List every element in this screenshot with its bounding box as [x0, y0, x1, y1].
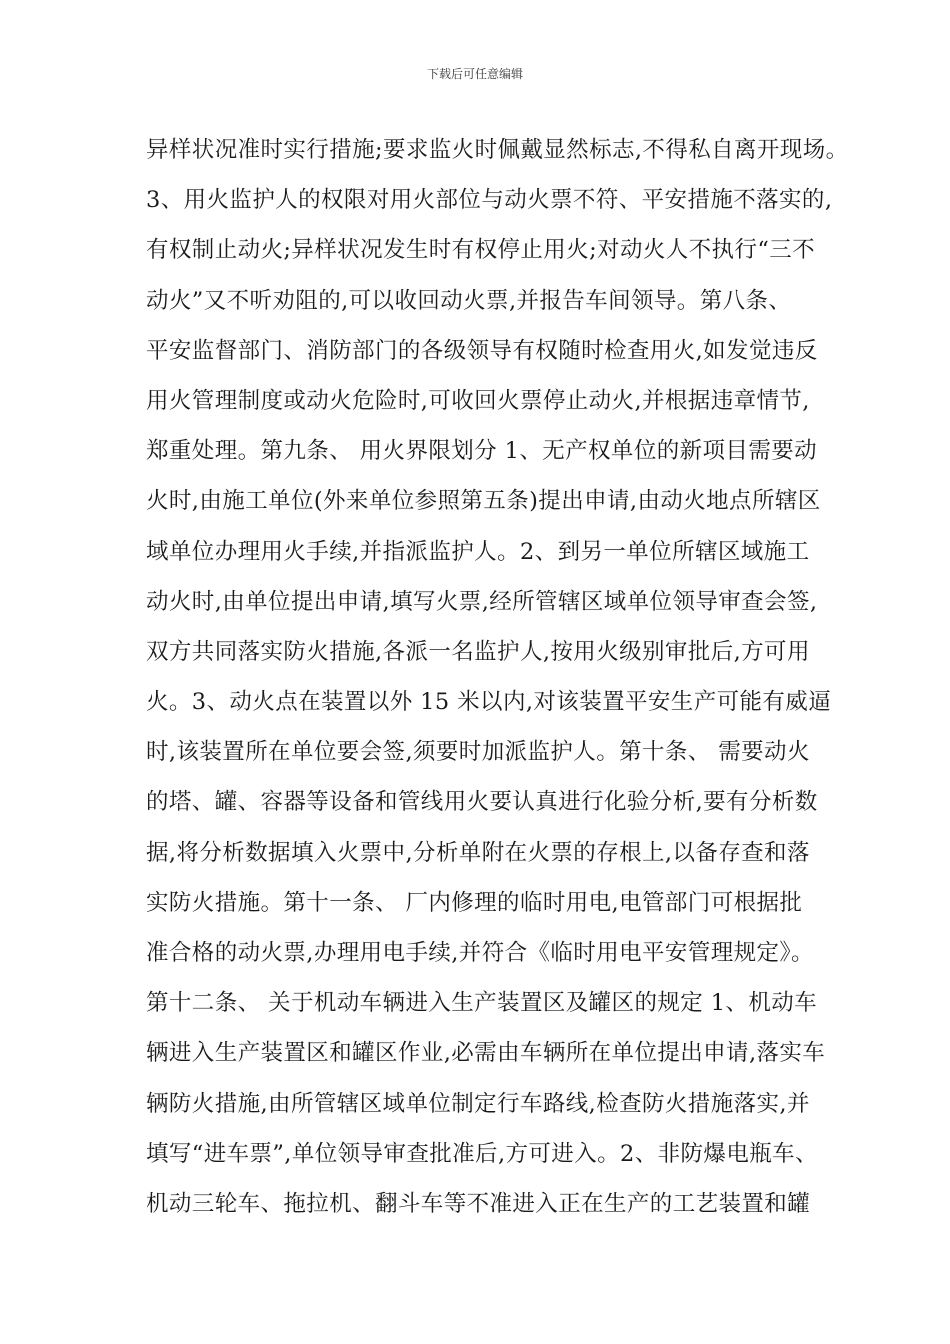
text-line: 平安监督部门、消防部门的各级领导有权随时检查用火,如发觉违反 — [146, 337, 818, 364]
text-line: 郑重处理。第九条、 用火界限划分 1、无产权单位的新项目需要动 — [146, 438, 818, 465]
text-line: 火。3、动火点在装置以外 15 米以内,对该装置平安生产可能有威逼 — [146, 689, 832, 716]
text-line: 第十二条、 关于机动车辆进入生产装置区及罐区的规定 1、机动车 — [146, 990, 818, 1017]
text-line: 用火管理制度或动火危险时,可收回火票停止动火,并根据违章情节, — [146, 387, 810, 414]
text-line: 辆防火措施,由所管辖区域单位制定行车路线,检查防火措施落实,并 — [146, 1090, 810, 1117]
text-line: 有权制止动火;异样状况发生时有权停止用火;对动火人不执行“三不 — [146, 237, 816, 264]
text-line: 异样状况准时实行措施;要求监火时佩戴显然标志,不得私自离开现场。 — [146, 137, 849, 163]
text-line: 的塔、罐、容器等设备和管线用火要认真进行化验分析,要有分析数 — [146, 789, 818, 816]
text-line: 时,该装置所在单位要会签,须要时加派监护人。第十条、 需要动火 — [146, 739, 810, 766]
text-line: 实防火措施。第十一条、 厂内修理的临时用电,电管部门可根据批 — [146, 889, 803, 916]
page-header: 下载后可任意编辑 — [426, 67, 523, 81]
text-line: 动火”又不听劝阻的,可以收回动火票,并报告车间领导。第八条、 — [146, 287, 792, 314]
text-line: 动火时,由单位提出申请,填写火票,经所管辖区域单位领导审查会签, — [146, 588, 818, 615]
text-line: 填写“进车票”,单位领导审查批准后,方可进入。2、非防爆电瓶车、 — [146, 1140, 818, 1167]
text-line: 机动三轮车、拖拉机、翻斗车等不准进入正在生产的工艺装置和罐 — [146, 1190, 811, 1217]
text-line: 据,将分析数据填入火票中,分析单附在火票的存根上,以备存查和落 — [146, 839, 810, 866]
text-line: 辆进入生产装置区和罐区作业,必需由车辆所在单位提出申请,落实车 — [146, 1040, 826, 1067]
text-line: 域单位办理用火手续,并指派监护人。2、到另一单位所辖区域施工 — [146, 538, 810, 565]
text-line: 3、用火监护人的权限对用火部位与动火票不符、平安措施不落实的, — [146, 187, 833, 214]
text-line: 双方共同落实防火措施,各派一名监护人,按用火级别审批后,方可用 — [146, 638, 810, 665]
text-line: 火时,由施工单位(外来单位参照第五条)提出申请,由动火地点所辖区 — [146, 488, 821, 515]
body-text — [146, 125, 849, 1229]
text-line: 准合格的动火票,办理用电手续,并符合《临时用电平安管理规定》。 — [146, 940, 814, 966]
